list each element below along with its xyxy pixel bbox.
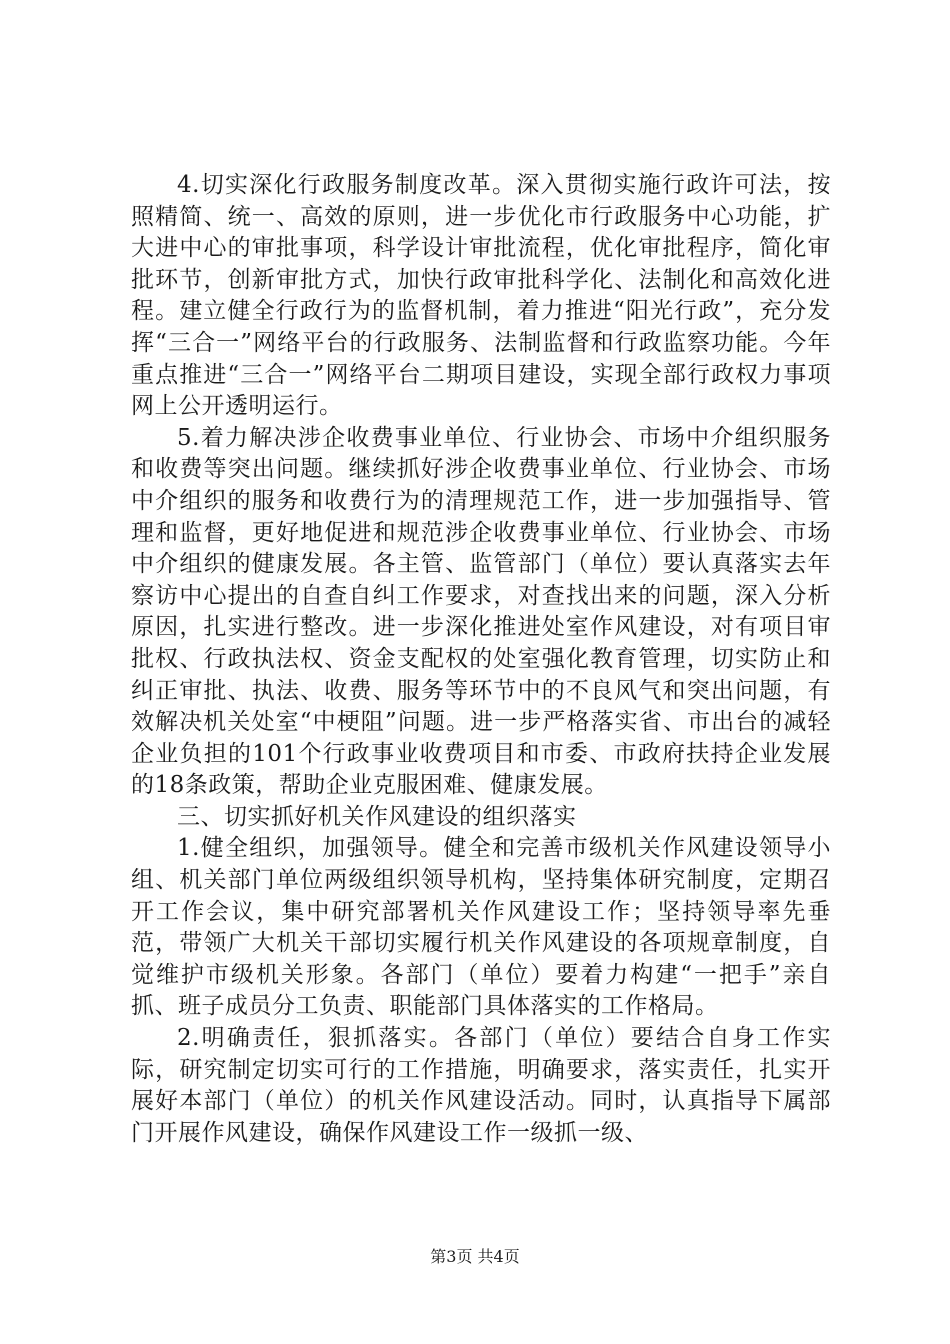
paragraph-item-1: 1.健全组织，加强领导。健全和完善市级机关作风建设领导小组、机关部门单位两级组织领导机构，坚持集体研究制度，定期召开工作会议，集中研究部署机关作风建设工作；坚持领导率先垂范，带领广大机关干部切实履行机关作风建设的各项规章制度，自觉维护市级机关形象。各部门（单位）要着力构建“一把手”亲自抓、班子成员分工负责、职能部门具体落实的工作格局。 (131, 835, 831, 1020)
paragraph-item-2: 2.明确责任，狠抓落实。各部门（单位）要结合自身工作实际，研究制定切实可行的工作措施，明确要求，落实责任，扎实开展好本部门（单位）的机关作风建设活动。同时，认真指导下属部门开展作风建设，确保作风建设工作一级抓一级、 (131, 1025, 831, 1146)
document-body (131, 170, 831, 1149)
page-footer: 第3页 共4页 (430, 1247, 520, 1266)
paragraph-item-5: 5.着力解决涉企收费事业单位、行业协会、市场中介组织服务和收费等突出问题。继续抓好涉企收费事业单位、行业协会、市场中介组织的服务和收费行为的清理规范工作，进一步加强指导、管理和监督，更好地促进和规范涉企收费事业单位、行业协会、市场中介组织的健康发展。各主管、监管部门（单位）要认真落实去年察访中心提出的自查自纠工作要求，对查找出来的问题，深入分析原因，扎实进行整改。进一步深化推进处室作风建设，对有项目审批权、行政执法权、资金支配权的处室强化教育管理，切实防止和纠正审批、执法、收费、服务等环节中的不良风气和突出问题，有效解决机关处室“中梗阻”问题。进一步严格落实省、市出台的减轻企业负担的101个行政事业收费项目和市委、市政府扶持企业发展的18条政策，帮助企业克服困难、健康发展。 (131, 424, 831, 799)
paragraph-item-4: 4.切实深化行政服务制度改革。深入贯彻实施行政许可法，按照精简、统一、高效的原则，进一步优化市行政服务中心功能，扩大进中心的审批事项，科学设计审批流程，优化审批程序，简化审批环节，创新审批方式，加快行政审批科学化、法制化和高效化进程。建立健全行政行为的监督机制，着力推进“阳光行政”，充分发挥“三合一”网络平台的行政服务、法制监督和行政监察功能。今年重点推进“三合一”网络平台二期项目建设，实现全部行政权力事项网上公开透明运行。 (131, 172, 831, 420)
section-heading-3: 三、切实抓好机关作风建设的组织落实 (177, 803, 577, 830)
